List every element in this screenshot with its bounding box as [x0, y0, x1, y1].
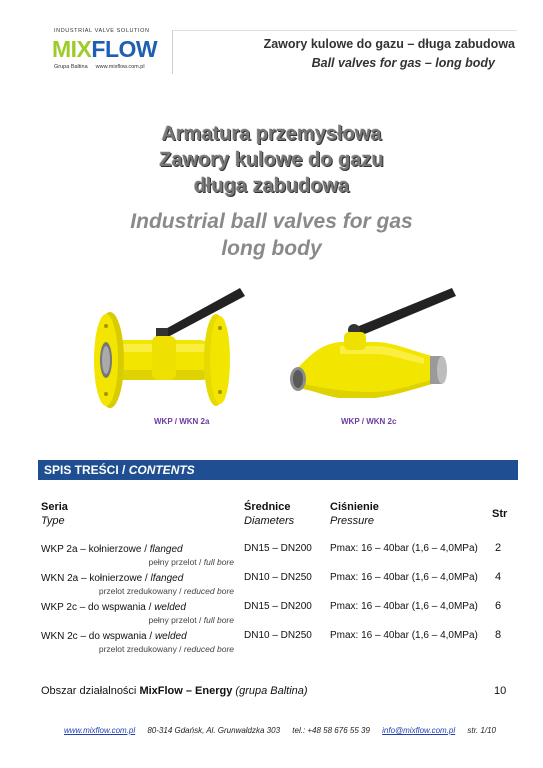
- footer-website-link[interactable]: www.mixflow.com.pl: [64, 726, 136, 735]
- row-2-diameters: DN10 – DN250: [244, 572, 312, 583]
- logo-wordmark: [52, 36, 157, 62]
- logo-mix: MIX: [52, 36, 92, 62]
- left-valve-caption: WKP / WKN 2a: [154, 417, 210, 426]
- activity-area-entry: Obszar działalności MixFlow – Energy (grupa Baltina): [41, 685, 308, 697]
- title-line-3: długa zabudowa: [193, 175, 350, 197]
- row-2-page[interactable]: 4: [495, 571, 502, 583]
- row-3-page[interactable]: 6: [495, 600, 502, 612]
- title-line-1: Armatura przemysłowa: [161, 123, 382, 145]
- col-header-series: Seria: [41, 501, 68, 513]
- header-divider: [172, 30, 173, 74]
- footer-address: 80-314 Gdańsk, Al. Grunwaldzka 303: [147, 726, 281, 735]
- row-1-bore: pełny przelot / full bore: [148, 557, 234, 567]
- col-header-series-en: Type: [41, 515, 65, 527]
- company-logo: [40, 28, 170, 74]
- row-2-bore: przelot zredukowany / reduced bore: [98, 586, 234, 596]
- row-3-pressure: Pmax: 16 – 40bar (1,6 – 4,0MPa): [330, 601, 478, 612]
- header-rule: [172, 30, 517, 31]
- row-3-diameters: DN15 – DN200: [244, 601, 312, 612]
- col-header-page: Str: [492, 508, 508, 520]
- title-en-line-2: long body: [221, 237, 322, 260]
- row-2-pressure: Pmax: 16 – 40bar (1,6 – 4,0MPa): [330, 572, 478, 583]
- footer-page-number: str. 1/10: [467, 726, 496, 735]
- col-header-pressure: Ciśnienie: [330, 501, 379, 513]
- header-title-pl: Zawory kulowe do gazu – długa zabudowa: [263, 37, 515, 51]
- title-line-2: Zawory kulowe do gazu: [159, 149, 384, 171]
- row-4-type: WKN 2c – do wspwania / welded: [41, 631, 187, 642]
- row-4-pressure: Pmax: 16 – 40bar (1,6 – 4,0MPa): [330, 630, 478, 641]
- row-2-type: WKN 2a – kołnierzowe / lfanged: [41, 573, 184, 584]
- col-header-pressure-en: Pressure: [330, 515, 375, 527]
- footer-phone: tel.: +48 58 676 55 39: [292, 726, 370, 735]
- header-title-en: Ball valves for gas – long body: [311, 56, 495, 70]
- col-header-diameters: Średnice: [244, 501, 291, 513]
- activity-area-page[interactable]: 10: [494, 685, 507, 697]
- logo-subline: [54, 64, 145, 70]
- row-4-page[interactable]: 8: [495, 629, 502, 641]
- right-valve-caption: WKP / WKN 2c: [341, 417, 397, 426]
- flanged-valve-image: [90, 284, 250, 409]
- page-footer: [64, 726, 496, 735]
- row-1-diameters: DN15 – DN200: [244, 543, 312, 554]
- logo-company: Grupa Baltina: [54, 64, 88, 70]
- contents-title-pl: SPIS TREŚCI /: [44, 463, 129, 477]
- title-en-line-1: Industrial ball valves for gas: [130, 210, 413, 233]
- row-1-page[interactable]: 2: [495, 542, 502, 554]
- row-3-bore: pełny przelot / full bore: [148, 615, 234, 625]
- logo-url: www.mixflow.com.pl: [95, 64, 145, 70]
- footer-email-link[interactable]: info@mixflow.com.pl: [382, 726, 456, 735]
- contents-heading-bar: [38, 460, 518, 480]
- row-1-pressure: Pmax: 16 – 40bar (1,6 – 4,0MPa): [330, 543, 478, 554]
- row-4-bore: przelot zredukowany / reduced bore: [98, 644, 234, 654]
- row-4-diameters: DN10 – DN250: [244, 630, 312, 641]
- row-3-type: WKP 2c – do wspwania / welded: [41, 602, 186, 613]
- logo-tagline: INDUSTRIAL VALVE SOLUTION: [54, 28, 150, 34]
- row-1-type: WKP 2a – kołnierzowe / flanged: [41, 544, 183, 555]
- col-header-diameters-en: Diameters: [244, 515, 295, 527]
- contents-title-en: CONTENTS: [128, 463, 195, 477]
- logo-flow: FLOW: [91, 36, 158, 62]
- welded-valve-image: [284, 284, 459, 409]
